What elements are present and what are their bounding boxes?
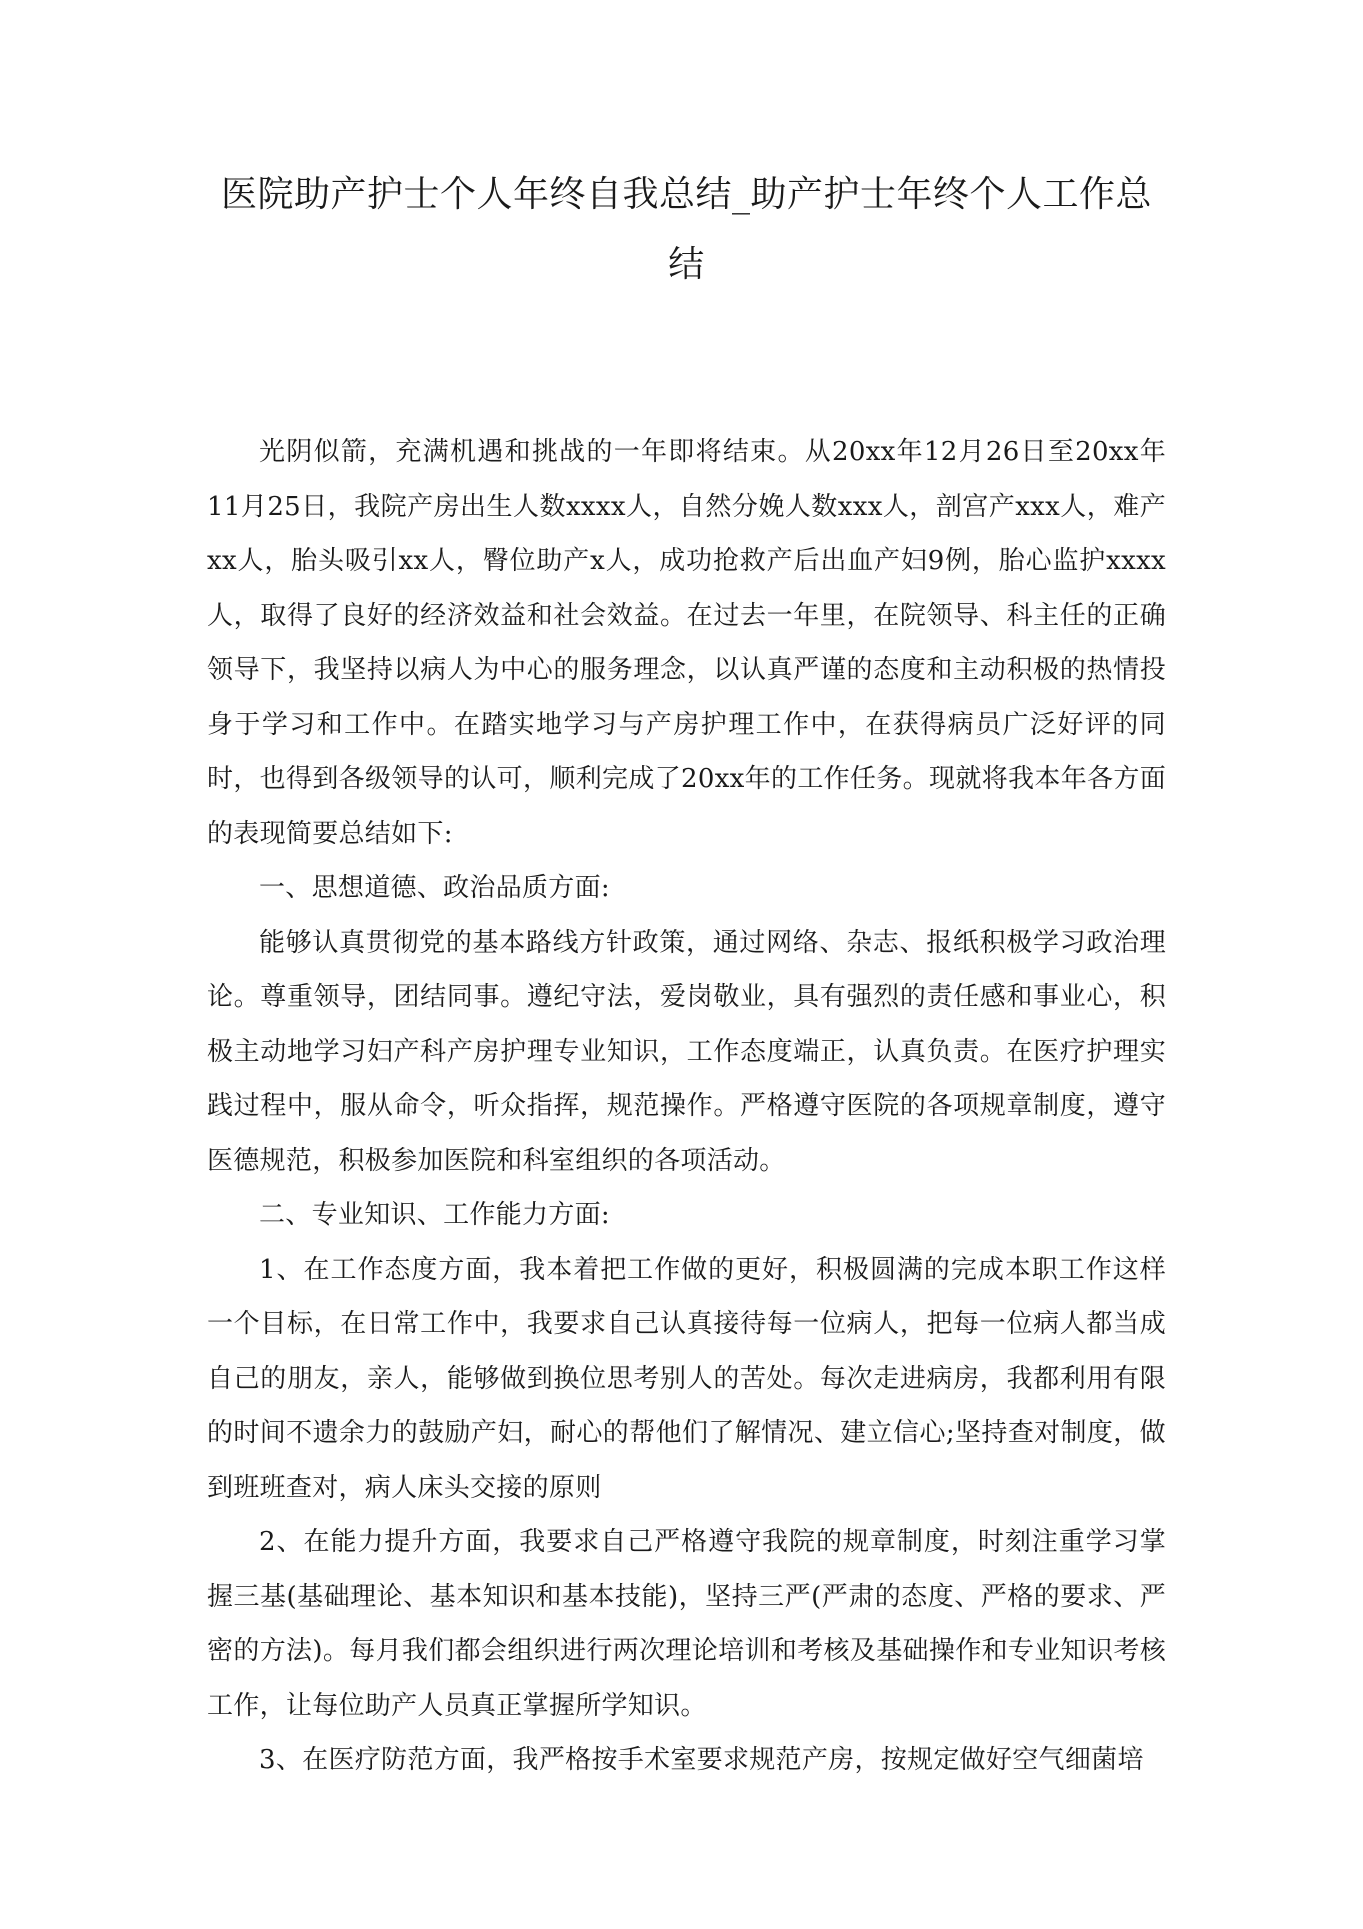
paragraph-ability: 2、在能力提升方面，我要求自己严格遵守我院的规章制度，时刻注重学习掌握三基(基础理论、基本知识和基本技能)，坚持三严(严肃的态度、严格的要求、严密的方法)。每月我们都会组织进行两次理论培训和考核及基础操作和专业知识考核工作，让每位助产人员真正掌握所学知识。: [207, 1527, 1166, 1721]
paragraph-ethics: 能够认真贯彻党的基本路线方针政策，通过网络、杂志、报纸积极学习政治理论。尊重领导，团结同事。遵纪守法，爱岗敬业，具有强烈的责任感和事业心，积极主动地学习妇产科产房护理专业知识，工作态度端正，认真负责。在医疗护理实践过程中，服从命令，听众指挥，规范操作。严格遵守医院的各项规章制度，遵守医德规范，积极参加医院和科室组织的各项活动。: [207, 927, 1166, 1176]
paragraph-intro: 光阴似箭，充满机遇和挑战的一年即将结束。从20xx年12月26日至20xx年11月25日，我院产房出生人数xxxx人，自然分娩人数xxx人，剖宫产xxx人，难产xx人，胎头吸引xx人，臀位助产x人，成功抢救产后出血产妇9例，胎心监护xxxx人，取得了良好的经济效益和社会效益。在过去一年里，在院领导、科主任的正确领导下，我坚持以病人为中心的服务理念，以认真严谨的态度和主动积极的热情投身于学习和工作中。在踏实地学习与产房护理工作中，在获得病员广泛好评的同时，也得到各级领导的认可，顺利完成了20xx年的工作任务。现就将我本年各方面的表现简要总结如下:: [207, 437, 1166, 849]
section-heading-professional: 二、专业知识、工作能力方面:: [259, 1200, 610, 1230]
paragraph-prevention: 3、在医疗防范方面，我严格按手术室要求规范产房，按规定做好空气细菌培: [259, 1745, 1144, 1775]
section-heading-ethics: 一、思想道德、政治品质方面:: [259, 873, 610, 903]
document-title: 医院助产护士个人年终自我总结_助产护士年终个人工作总结: [220, 174, 1152, 285]
document-body: [207, 425, 1166, 1788]
paragraph-work-attitude: 1、在工作态度方面，我本着把工作做的更好，积极圆满的完成本职工作这样一个目标，在日常工作中，我要求自己认真接待每一位病人，把每一位病人都当成自己的朋友，亲人，能够做到换位思考别人的苦处。每次走进病房，我都利用有限的时间不遗余力的鼓励产妇，耐心的帮他们了解情况、建立信心;坚持查对制度，做到班班查对，病人床头交接的原则: [207, 1254, 1166, 1503]
